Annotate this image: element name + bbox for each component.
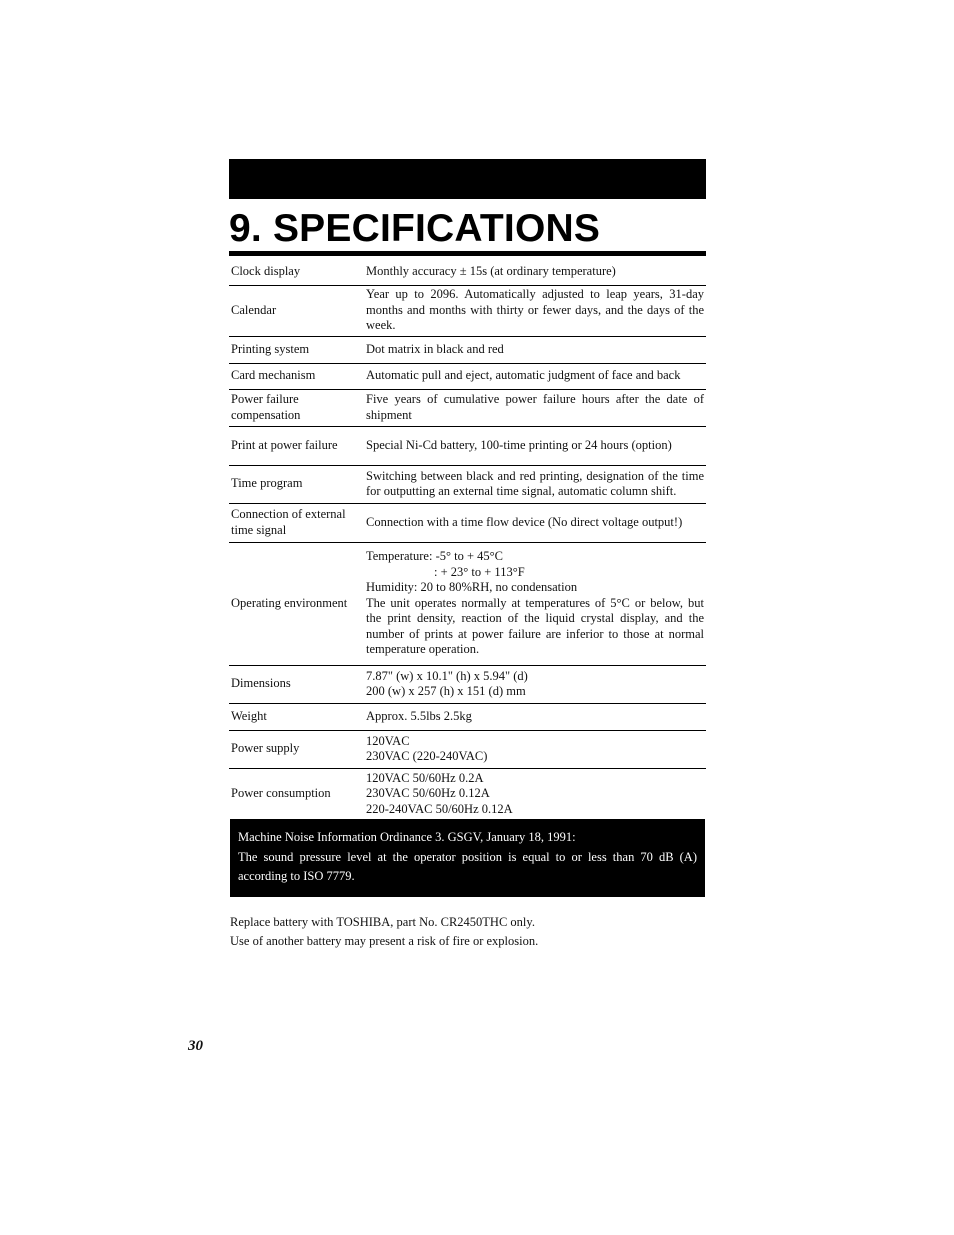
- spec-value: Dot matrix in black and red: [366, 341, 504, 356]
- spec-value: Special Ni-Cd battery, 100-time printing or 24 hours (option): [366, 437, 672, 452]
- spec-value: Automatic pull and eject, automatic judgment of face and back: [366, 368, 681, 383]
- spec-row-power-failure-compensation: [229, 389, 706, 426]
- spec-label: Connection of external time signal: [231, 507, 346, 537]
- spec-label: Calendar: [231, 302, 277, 317]
- spec-label: Power supply: [231, 741, 300, 756]
- spec-row-calendar: [229, 285, 706, 336]
- battery-warning-line-1: Replace battery with TOSHIBA, part No. CR2450THC only.: [230, 915, 535, 929]
- spec-value: 7.87" (w) x 10.1" (h) x 5.94" (d) 200 (w) x 257 (h) x 151 (d) mm: [366, 668, 528, 698]
- spec-row-power-supply: [229, 730, 706, 768]
- spec-label: Operating environment: [231, 595, 348, 610]
- battery-warning-line-2: Use of another battery may present a risk of fire or explosion.: [230, 934, 539, 948]
- header-black-bar: [229, 159, 706, 199]
- spec-label: Clock display: [231, 263, 301, 278]
- spec-value: Five years of cumulative power failure hours after the date of shipment: [366, 392, 704, 422]
- spec-row-power-consumption: [229, 768, 706, 819]
- spec-label: Dimensions: [231, 676, 291, 691]
- spec-row-external-time-signal: [229, 503, 706, 542]
- spec-value: Approx. 5.5lbs 2.5kg: [366, 708, 472, 723]
- spec-row-weight: [229, 703, 706, 730]
- specifications-table: [229, 258, 706, 819]
- spec-label: Power consumption: [231, 786, 331, 800]
- noise-notice-box: [230, 819, 705, 897]
- spec-label: Printing system: [231, 341, 310, 356]
- spec-label: Card mechanism: [231, 368, 316, 383]
- spec-value: Year up to 2096. Automatically adjusted to leap years, 31-day months and months with thirty or fewer days, and the days of the week.: [366, 287, 704, 333]
- spec-row-printing-system: [229, 336, 706, 363]
- spec-value: 120VAC 50/60Hz 0.2A 230VAC 50/60Hz 0.12A 220-240VAC 50/60Hz 0.12A: [366, 770, 513, 816]
- notice-line-sound-pressure: The sound pressure level at the operator position is equal to or less than 70 dB (A) according to ISO 7779.: [238, 849, 697, 883]
- spec-row-operating-environment: [229, 542, 706, 665]
- spec-row-dimensions: [229, 665, 706, 703]
- spec-value: Monthly accuracy ± 15s (at ordinary temperature): [366, 263, 616, 278]
- spec-label: Print at power failure: [231, 437, 338, 452]
- spec-row-time-program: [229, 465, 706, 503]
- spec-value: Temperature: -5° to + 45°C : + 23° to + 113°F Humidity: 20 to 80%RH, no condensation The unit operates normally at temperatures of 5°C or below, but the print density, reaction of the liquid crystal display, and the number of prints at power failure are inferior to those at normal temperature operation.: [366, 549, 704, 657]
- spec-value: 120VAC 230VAC (220-240VAC): [366, 733, 488, 763]
- page-number: 30: [188, 1038, 203, 1054]
- spec-label: Time program: [231, 476, 303, 491]
- spec-row-clock-display: [229, 258, 706, 285]
- spec-row-print-at-power-failure: [229, 426, 706, 465]
- spec-value: Connection with a time flow device (No direct voltage output!): [366, 514, 683, 529]
- page-title: 9. SPECIFICATIONS: [229, 207, 601, 250]
- notice-line-ordinance: Machine Noise Information Ordinance 3. GSGV, January 18, 1991:: [238, 830, 576, 844]
- title-underline: [229, 251, 706, 256]
- spec-row-card-mechanism: [229, 363, 706, 389]
- spec-label: Weight: [231, 708, 267, 723]
- spec-value: Switching between black and red printing, designation of the time for outputting an external time signal, automatic column shift.: [366, 468, 704, 498]
- spec-label: Power failure compensation: [231, 392, 301, 422]
- battery-warning: [230, 913, 710, 951]
